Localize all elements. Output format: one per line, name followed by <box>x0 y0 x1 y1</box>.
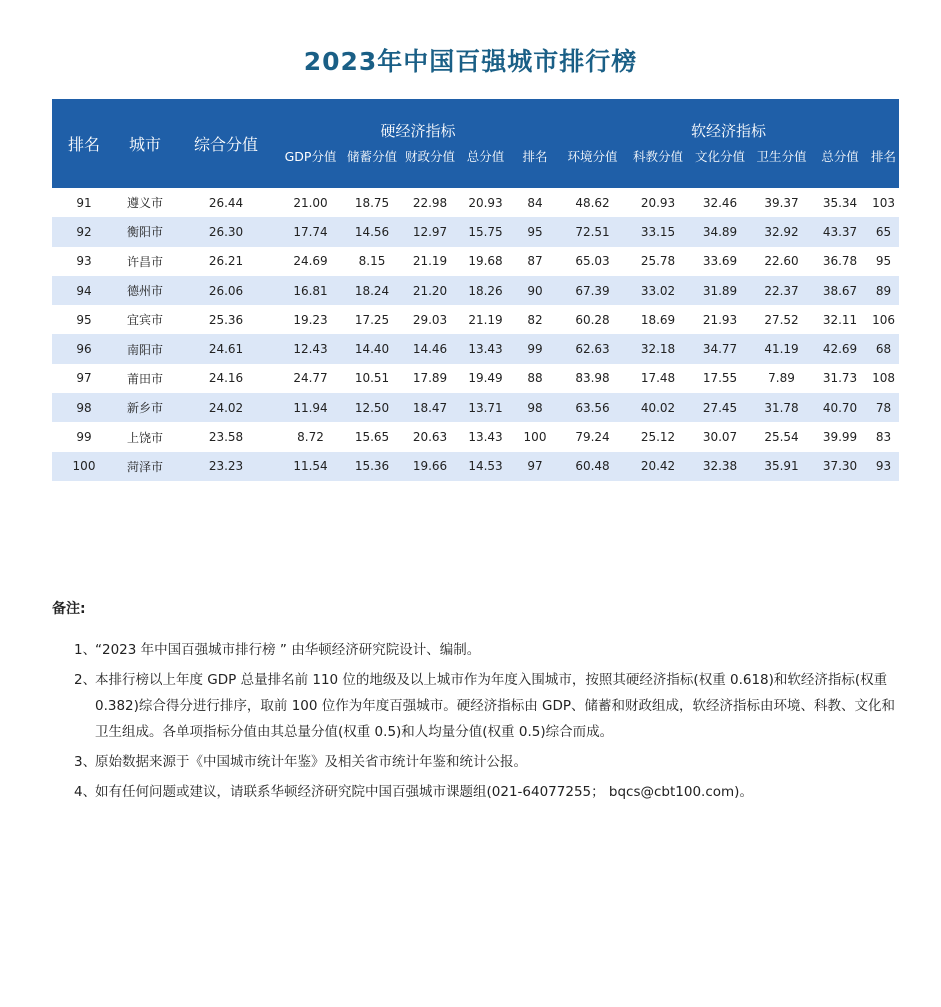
cell-hard-total: 13.43 <box>459 422 512 451</box>
note-text: “2023 年中国百强城市排行榜 ” 由华顿经济研究院设计、编制。 <box>95 642 481 658</box>
note-number: 4、 <box>74 784 97 800</box>
cell-hard-total: 19.49 <box>459 364 512 393</box>
cell-health: 27.52 <box>751 305 812 334</box>
cell-soft-total: 35.34 <box>812 188 868 217</box>
cell-gdp: 24.77 <box>278 364 343 393</box>
cell-rank: 100 <box>52 452 116 481</box>
cell-hard-rank: 87 <box>512 247 558 276</box>
table-row <box>52 452 899 481</box>
cell-gdp: 17.74 <box>278 217 343 246</box>
cell-soft-total: 36.78 <box>812 247 868 276</box>
notes-section <box>52 596 902 809</box>
cell-rank: 93 <box>52 247 116 276</box>
cell-soft-rank: 83 <box>868 422 899 451</box>
cell-education: 32.18 <box>627 334 689 363</box>
cell-soft-total: 37.30 <box>812 452 868 481</box>
header-soft-education: 科教分值 <box>627 147 689 188</box>
cell-composite: 25.36 <box>174 305 278 334</box>
cell-city: 新乡市 <box>116 393 174 422</box>
cell-finance: 21.20 <box>401 276 459 305</box>
cell-hard-rank: 98 <box>512 393 558 422</box>
cell-soft-rank: 95 <box>868 247 899 276</box>
cell-education: 40.02 <box>627 393 689 422</box>
cell-city: 南阳市 <box>116 334 174 363</box>
cell-soft-rank: 68 <box>868 334 899 363</box>
header-hard-total: 总分值 <box>459 147 512 188</box>
cell-culture: 27.45 <box>689 393 751 422</box>
header-soft-group: 软经济指标 <box>558 99 899 147</box>
cell-environment: 65.03 <box>558 247 627 276</box>
cell-finance: 12.97 <box>401 217 459 246</box>
cell-health: 25.54 <box>751 422 812 451</box>
cell-hard-total: 18.26 <box>459 276 512 305</box>
cell-finance: 14.46 <box>401 334 459 363</box>
cell-soft-total: 40.70 <box>812 393 868 422</box>
note-number: 3、 <box>74 754 97 770</box>
cell-culture: 21.93 <box>689 305 751 334</box>
cell-health: 22.37 <box>751 276 812 305</box>
cell-composite: 23.23 <box>174 452 278 481</box>
cell-soft-rank: 93 <box>868 452 899 481</box>
cell-culture: 31.89 <box>689 276 751 305</box>
table-row <box>52 334 899 363</box>
cell-finance: 29.03 <box>401 305 459 334</box>
cell-soft-total: 31.73 <box>812 364 868 393</box>
header-soft-environment: 环境分值 <box>558 147 627 188</box>
cell-health: 31.78 <box>751 393 812 422</box>
table-row <box>52 247 899 276</box>
cell-education: 33.02 <box>627 276 689 305</box>
note-number: 2、 <box>74 672 97 688</box>
header-soft-culture: 文化分值 <box>689 147 751 188</box>
cell-soft-total: 43.37 <box>812 217 868 246</box>
note-text: 如有任何问题或建议，请联系华顿经济研究院中国百强城市课题组(021-64077255； bqcs@cbt100.com)。 <box>95 784 753 800</box>
cell-gdp: 19.23 <box>278 305 343 334</box>
cell-gdp: 11.54 <box>278 452 343 481</box>
cell-environment: 62.63 <box>558 334 627 363</box>
table-row <box>52 364 899 393</box>
cell-rank: 95 <box>52 305 116 334</box>
table-row <box>52 393 899 422</box>
cell-rank: 92 <box>52 217 116 246</box>
cell-soft-total: 32.11 <box>812 305 868 334</box>
cell-education: 20.42 <box>627 452 689 481</box>
cell-finance: 20.63 <box>401 422 459 451</box>
cell-environment: 83.98 <box>558 364 627 393</box>
cell-city: 宜宾市 <box>116 305 174 334</box>
cell-hard-total: 15.75 <box>459 217 512 246</box>
ranking-table <box>52 99 899 481</box>
header-soft-health: 卫生分值 <box>751 147 812 188</box>
cell-culture: 32.38 <box>689 452 751 481</box>
cell-gdp: 24.69 <box>278 247 343 276</box>
cell-savings: 14.40 <box>343 334 401 363</box>
cell-gdp: 12.43 <box>278 334 343 363</box>
cell-culture: 34.77 <box>689 334 751 363</box>
note-item <box>52 749 902 775</box>
cell-city: 遵义市 <box>116 188 174 217</box>
cell-culture: 30.07 <box>689 422 751 451</box>
cell-health: 35.91 <box>751 452 812 481</box>
cell-soft-rank: 89 <box>868 276 899 305</box>
cell-health: 39.37 <box>751 188 812 217</box>
cell-environment: 67.39 <box>558 276 627 305</box>
cell-composite: 26.21 <box>174 247 278 276</box>
table-row <box>52 276 899 305</box>
cell-soft-rank: 65 <box>868 217 899 246</box>
cell-composite: 26.06 <box>174 276 278 305</box>
cell-culture: 33.69 <box>689 247 751 276</box>
cell-savings: 14.56 <box>343 217 401 246</box>
cell-soft-total: 42.69 <box>812 334 868 363</box>
cell-composite: 24.16 <box>174 364 278 393</box>
cell-health: 32.92 <box>751 217 812 246</box>
cell-rank: 96 <box>52 334 116 363</box>
cell-savings: 17.25 <box>343 305 401 334</box>
cell-environment: 79.24 <box>558 422 627 451</box>
cell-savings: 10.51 <box>343 364 401 393</box>
note-text: 原始数据来源于《中国城市统计年鉴》及相关省市统计年鉴和统计公报。 <box>95 754 527 770</box>
cell-finance: 17.89 <box>401 364 459 393</box>
header-hard-savings: 储蓄分值 <box>343 147 401 188</box>
cell-hard-rank: 99 <box>512 334 558 363</box>
header-soft-total: 总分值 <box>812 147 868 188</box>
cell-hard-rank: 100 <box>512 422 558 451</box>
header-hard-finance: 财政分值 <box>401 147 459 188</box>
cell-finance: 22.98 <box>401 188 459 217</box>
cell-gdp: 11.94 <box>278 393 343 422</box>
cell-savings: 18.75 <box>343 188 401 217</box>
cell-education: 18.69 <box>627 305 689 334</box>
cell-education: 33.15 <box>627 217 689 246</box>
table-row <box>52 188 899 217</box>
cell-hard-total: 14.53 <box>459 452 512 481</box>
cell-education: 25.78 <box>627 247 689 276</box>
cell-rank: 99 <box>52 422 116 451</box>
cell-environment: 63.56 <box>558 393 627 422</box>
cell-composite: 24.02 <box>174 393 278 422</box>
cell-hard-rank: 97 <box>512 452 558 481</box>
cell-environment: 48.62 <box>558 188 627 217</box>
note-item <box>52 637 902 663</box>
cell-finance: 18.47 <box>401 393 459 422</box>
table-row <box>52 305 899 334</box>
cell-rank: 97 <box>52 364 116 393</box>
cell-culture: 17.55 <box>689 364 751 393</box>
cell-hard-total: 19.68 <box>459 247 512 276</box>
cell-culture: 32.46 <box>689 188 751 217</box>
note-item <box>52 667 902 745</box>
cell-savings: 15.65 <box>343 422 401 451</box>
cell-soft-rank: 106 <box>868 305 899 334</box>
cell-hard-total: 13.71 <box>459 393 512 422</box>
cell-rank: 98 <box>52 393 116 422</box>
cell-education: 17.48 <box>627 364 689 393</box>
cell-hard-rank: 88 <box>512 364 558 393</box>
cell-gdp: 21.00 <box>278 188 343 217</box>
note-item <box>52 779 902 805</box>
cell-gdp: 8.72 <box>278 422 343 451</box>
cell-finance: 21.19 <box>401 247 459 276</box>
cell-savings: 15.36 <box>343 452 401 481</box>
table-row <box>52 217 899 246</box>
cell-hard-rank: 82 <box>512 305 558 334</box>
cell-health: 7.89 <box>751 364 812 393</box>
cell-savings: 8.15 <box>343 247 401 276</box>
cell-city: 莆田市 <box>116 364 174 393</box>
cell-savings: 18.24 <box>343 276 401 305</box>
cell-savings: 12.50 <box>343 393 401 422</box>
cell-hard-total: 21.19 <box>459 305 512 334</box>
cell-environment: 60.48 <box>558 452 627 481</box>
cell-environment: 72.51 <box>558 217 627 246</box>
note-text: 本排行榜以上年度 GDP 总量排名前 110 位的地级及以上城市作为年度入围城市，按照其硬经济指标(权重 0.618)和软经济指标(权重 0.382)综合得分进行排序，取前 100 位作为年度百强城市。硬经济指标由 GDP、储蓄和财政组成，软经济指标由环境、科教、文化和卫生组成。各单项指标分值由其总量分值(权重 0.5)和人均量分值(权重 0.5)综合而成。 <box>95 672 896 740</box>
cell-city: 许昌市 <box>116 247 174 276</box>
notes-heading: 备注: <box>52 601 86 617</box>
cell-environment: 60.28 <box>558 305 627 334</box>
cell-finance: 19.66 <box>401 452 459 481</box>
cell-hard-rank: 95 <box>512 217 558 246</box>
cell-city: 菏泽市 <box>116 452 174 481</box>
cell-soft-rank: 78 <box>868 393 899 422</box>
header-soft-rank: 排名 <box>868 147 899 188</box>
cell-health: 41.19 <box>751 334 812 363</box>
cell-hard-rank: 84 <box>512 188 558 217</box>
cell-city: 衡阳市 <box>116 217 174 246</box>
cell-soft-rank: 103 <box>868 188 899 217</box>
header-rank: 排名 <box>52 99 116 188</box>
cell-composite: 26.44 <box>174 188 278 217</box>
cell-soft-rank: 108 <box>868 364 899 393</box>
page-title: 2023年中国百强城市排行榜 <box>303 47 638 76</box>
cell-gdp: 16.81 <box>278 276 343 305</box>
table-row <box>52 422 899 451</box>
cell-culture: 34.89 <box>689 217 751 246</box>
cell-hard-total: 13.43 <box>459 334 512 363</box>
cell-city: 德州市 <box>116 276 174 305</box>
cell-education: 20.93 <box>627 188 689 217</box>
cell-rank: 94 <box>52 276 116 305</box>
cell-education: 25.12 <box>627 422 689 451</box>
cell-health: 22.60 <box>751 247 812 276</box>
cell-hard-rank: 90 <box>512 276 558 305</box>
header-city: 城市 <box>116 99 174 188</box>
cell-soft-total: 38.67 <box>812 276 868 305</box>
header-hard-group: 硬经济指标 <box>278 99 558 147</box>
cell-soft-total: 39.99 <box>812 422 868 451</box>
cell-composite: 26.30 <box>174 217 278 246</box>
cell-rank: 91 <box>52 188 116 217</box>
table-body <box>52 188 899 481</box>
header-composite: 综合分值 <box>174 99 278 188</box>
note-number: 1、 <box>74 642 97 658</box>
cell-hard-total: 20.93 <box>459 188 512 217</box>
header-hard-rank: 排名 <box>512 147 558 188</box>
header-hard-gdp: GDP分值 <box>278 147 343 188</box>
cell-composite: 23.58 <box>174 422 278 451</box>
cell-city: 上饶市 <box>116 422 174 451</box>
cell-composite: 24.61 <box>174 334 278 363</box>
